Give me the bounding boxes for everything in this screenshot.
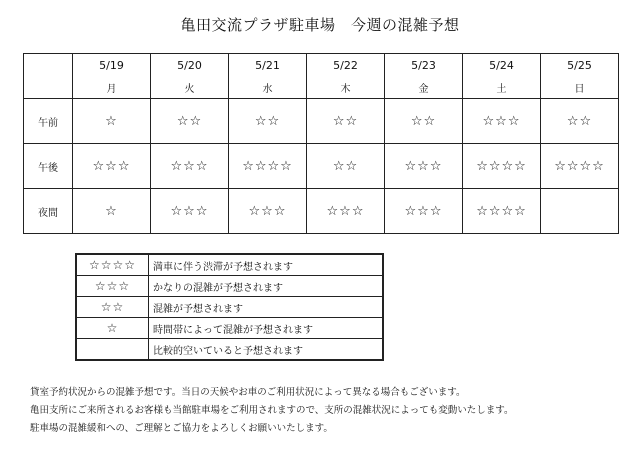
date-cell: 5/20 bbox=[151, 54, 229, 77]
legend-stars: ☆☆ bbox=[76, 297, 149, 318]
date-cell: 5/19 bbox=[73, 54, 151, 77]
legend-row bbox=[76, 276, 383, 297]
weekday-cell: 木 bbox=[307, 76, 385, 99]
corner-cell bbox=[24, 54, 73, 77]
rating-cell: ☆☆☆ bbox=[229, 189, 307, 234]
note-line: 駐車場の混雑緩和への、ご理解とご協力をよろしくお願いいたします。 bbox=[30, 423, 333, 434]
rating-cell: ☆☆☆ bbox=[73, 144, 151, 189]
note-line: 亀田支所にご来所されるお客様も当館駐車場をご利用されますので、支所の混雑状況によっても変動いたします。 bbox=[30, 405, 514, 416]
weekday-cell: 火 bbox=[151, 76, 229, 99]
corner-cell bbox=[24, 76, 73, 99]
legend-row bbox=[76, 254, 383, 276]
congestion-forecast-table bbox=[23, 53, 619, 234]
rating-cell: ☆☆☆ bbox=[307, 189, 385, 234]
legend-row bbox=[76, 339, 383, 361]
legend-text: 比較的空いていると予想されます bbox=[149, 339, 384, 361]
rating-cell: ☆☆ bbox=[307, 144, 385, 189]
date-header-row bbox=[24, 54, 619, 77]
weekday-cell: 日 bbox=[541, 76, 619, 99]
rating-cell: ☆☆ bbox=[385, 99, 463, 144]
date-cell: 5/24 bbox=[463, 54, 541, 77]
rating-cell: ☆☆☆☆ bbox=[541, 144, 619, 189]
rating-cell: ☆☆☆ bbox=[463, 99, 541, 144]
rating-cell: ☆☆☆ bbox=[385, 144, 463, 189]
rating-cell: ☆☆☆☆ bbox=[229, 144, 307, 189]
weekday-cell: 金 bbox=[385, 76, 463, 99]
period-label: 午後 bbox=[24, 144, 73, 189]
weekday-cell: 水 bbox=[229, 76, 307, 99]
period-label: 夜間 bbox=[24, 189, 73, 234]
rating-cell: ☆☆☆ bbox=[151, 189, 229, 234]
rating-cell: ☆☆☆☆ bbox=[463, 189, 541, 234]
legend-stars: ☆☆☆☆ bbox=[76, 254, 149, 276]
weekday-cell: 土 bbox=[463, 76, 541, 99]
legend-text: 混雑が予想されます bbox=[149, 297, 384, 318]
weekday-cell: 月 bbox=[73, 76, 151, 99]
rating-cell: ☆☆ bbox=[541, 99, 619, 144]
rating-cell: ☆☆ bbox=[229, 99, 307, 144]
rating-cell: ☆☆ bbox=[307, 99, 385, 144]
note-line: 貸室予約状況からの混雑予想です。当日の天候やお車のご利用状況によって異なる場合もございます。 bbox=[30, 387, 466, 398]
legend-text: かなりの混雑が予想されます bbox=[149, 276, 384, 297]
date-cell: 5/22 bbox=[307, 54, 385, 77]
rating-cell bbox=[541, 189, 619, 234]
legend-text: 時間帯によって混雑が予想されます bbox=[149, 318, 384, 339]
rating-cell: ☆☆☆ bbox=[385, 189, 463, 234]
notes bbox=[30, 384, 514, 438]
morning-row bbox=[24, 99, 619, 144]
legend-row bbox=[76, 318, 383, 339]
rating-cell: ☆ bbox=[73, 99, 151, 144]
legend-row bbox=[76, 297, 383, 318]
page-title: 亀田交流プラザ駐車場 今週の混雑予想 bbox=[180, 16, 460, 34]
afternoon-row bbox=[24, 144, 619, 189]
night-row bbox=[24, 189, 619, 234]
rating-cell: ☆☆☆☆ bbox=[463, 144, 541, 189]
weekday-header-row bbox=[24, 76, 619, 99]
legend-text: 満車に伴う渋滞が予想されます bbox=[149, 254, 384, 276]
legend-table bbox=[75, 253, 384, 361]
rating-cell: ☆☆ bbox=[151, 99, 229, 144]
date-cell: 5/21 bbox=[229, 54, 307, 77]
date-cell: 5/23 bbox=[385, 54, 463, 77]
date-cell: 5/25 bbox=[541, 54, 619, 77]
legend-stars bbox=[76, 339, 149, 361]
period-label: 午前 bbox=[24, 99, 73, 144]
rating-cell: ☆ bbox=[73, 189, 151, 234]
legend-stars: ☆☆☆ bbox=[76, 276, 149, 297]
rating-cell: ☆☆☆ bbox=[151, 144, 229, 189]
legend-stars: ☆ bbox=[76, 318, 149, 339]
